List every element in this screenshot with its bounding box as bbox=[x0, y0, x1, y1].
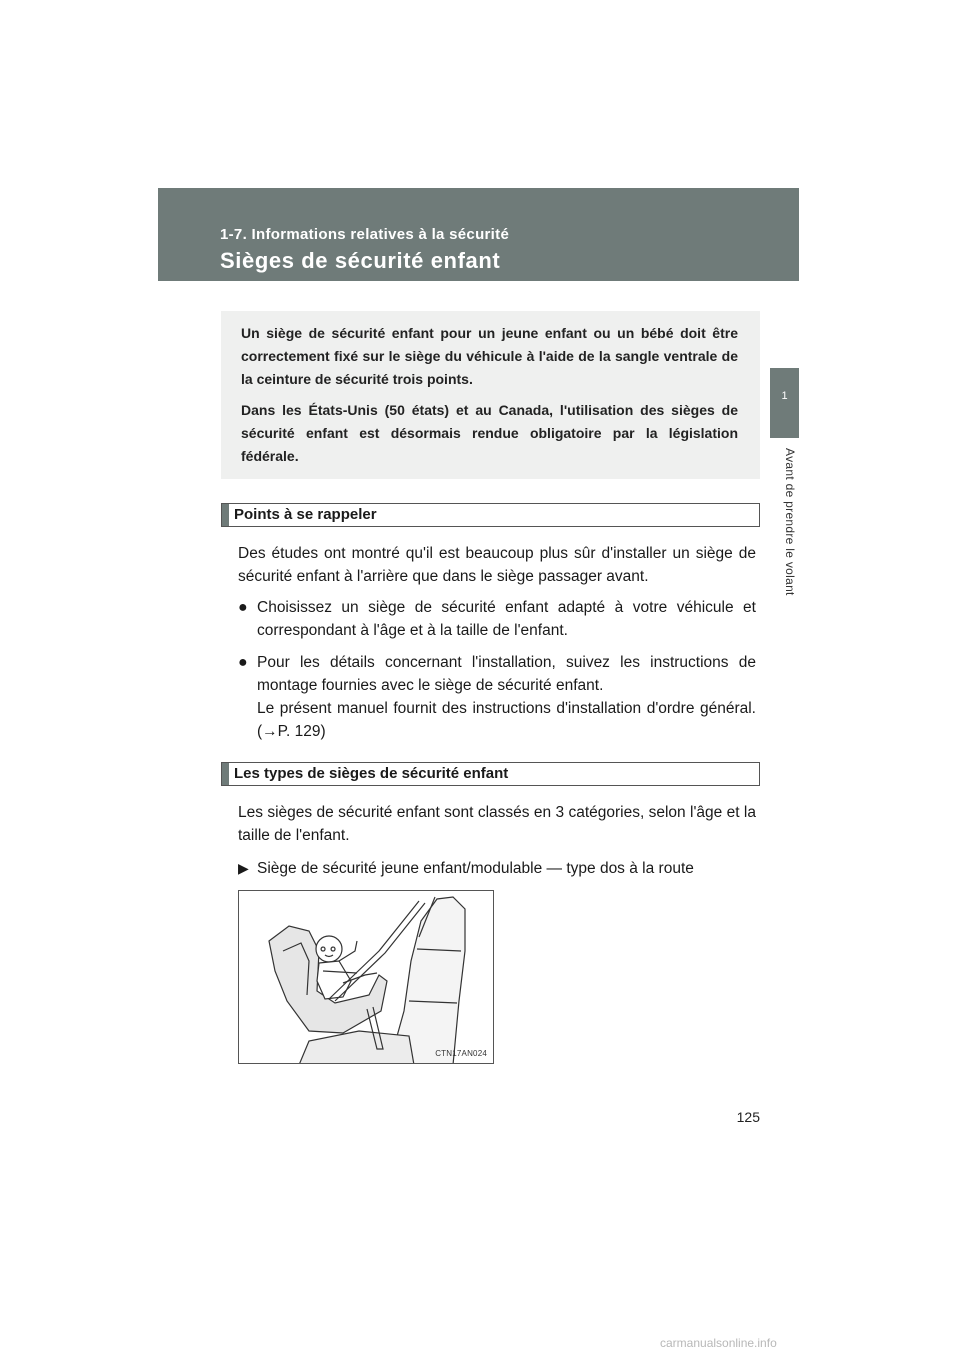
section-heading-text: Points à se rappeler bbox=[234, 506, 377, 523]
section-heading-text: Les types de sièges de sécurité enfant bbox=[234, 765, 509, 782]
bullet-text-line: Le présent manuel fournit des instructions d'installation d'ordre général. (→P. 129) bbox=[257, 700, 756, 740]
bullet-icon: ● bbox=[238, 599, 248, 616]
seat-type-text: Siège de sécurité jeune enfant/modulable — type dos à la route bbox=[257, 860, 694, 877]
intro-paragraph-1: Un siège de sécurité enfant pour un jeune enfant ou un bébé doit être correctement fixé sur le siège du véhicule à l'aide de la sangle ventrale de la ceinture de sécurité trois points. bbox=[241, 325, 738, 387]
intro-paragraph-2: Dans les États-Unis (50 états) et au Canada, l'utilisation des sièges de sécurité enfant est désormais rendue obligatoire par la législation fédérale. bbox=[241, 402, 738, 464]
section-label: 1-7. Informations relatives à la sécurité bbox=[220, 226, 510, 243]
page-title: Sièges de sécurité enfant bbox=[220, 248, 501, 273]
bullet-text: Choisissez un siège de sécurité enfant adapté à votre véhicule et correspondant à l'âge et à la taille de l'enfant. bbox=[257, 599, 756, 639]
figure-code: CTN17AN024 bbox=[435, 1049, 487, 1058]
rear-facing-infant-seat-illustration bbox=[238, 890, 494, 1064]
car-seat-icon bbox=[239, 891, 494, 1064]
section-heading-points bbox=[221, 503, 760, 527]
section-heading-types bbox=[221, 762, 760, 786]
section2-paragraph: Les sièges de sécurité enfant sont classés en 3 catégories, selon l'âge et la taille de l'enfant. bbox=[238, 804, 756, 844]
chapter-header bbox=[158, 188, 799, 281]
triangle-bullet-icon: ▶ bbox=[238, 860, 249, 876]
chapter-tab bbox=[770, 368, 799, 438]
section1-paragraph: Des études ont montré qu'il est beaucoup plus sûr d'installer un siège de sécurité enfant à l'arrière que dans le siège passager avant. bbox=[238, 545, 756, 585]
bullet-icon: ● bbox=[238, 654, 248, 671]
heading-accent bbox=[222, 504, 229, 526]
chapter-number: 1 bbox=[781, 390, 788, 402]
heading-accent bbox=[222, 763, 229, 785]
page-number: 125 bbox=[736, 1109, 760, 1125]
watermark: carmanualsonline.info bbox=[660, 1336, 777, 1350]
chapter-side-label: Avant de prendre le volant bbox=[783, 448, 797, 596]
bullet-text-line: Pour les détails concernant l'installation, suivez les instructions de montage fournies avec le siège de sécurité enfant. bbox=[257, 654, 756, 694]
intro-box bbox=[221, 311, 760, 479]
bullet-text bbox=[257, 651, 756, 743]
